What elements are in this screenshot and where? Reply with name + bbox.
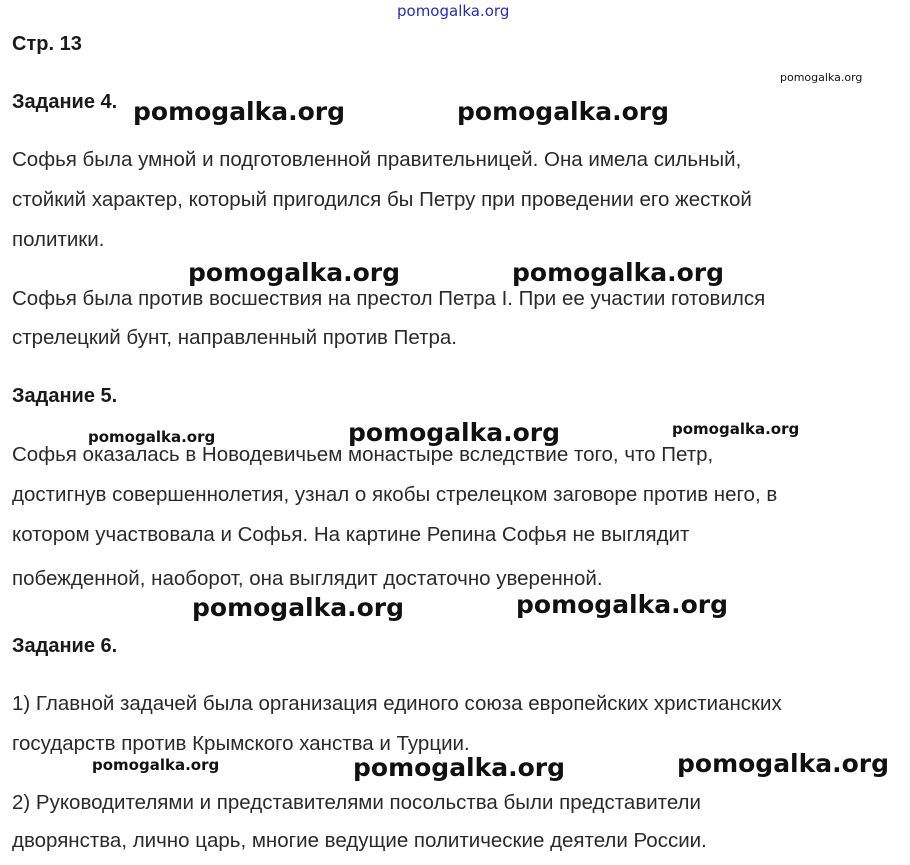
task-4-line: стрелецкий бунт, направленный против Петра. <box>12 326 457 349</box>
watermark-top: pomogalka.org <box>397 2 510 20</box>
task-5-line: котором участвовала и Софья. На картине Репина Софья не выглядит <box>12 523 690 546</box>
task-6-line: 1) Главной задачей была организация единого союза европейских христианских <box>12 692 782 715</box>
watermark: pomogalka.org <box>457 97 670 126</box>
task-6-line: 2) Руководителями и представителями посольства были представители <box>12 791 701 814</box>
task-4-heading: Задание 4. <box>12 91 118 113</box>
task-5-heading: Задание 5. <box>12 385 118 407</box>
watermark: pomogalka.org <box>348 418 561 447</box>
task-6-line: государств против Крымского ханства и Турции. <box>12 732 470 755</box>
watermark: pomogalka.org <box>92 756 220 774</box>
watermark: pomogalka.org <box>677 749 890 778</box>
task-4-line: политики. <box>12 228 105 251</box>
task-4-line: стойкий характер, который пригодился бы Петру при проведении его жесткой <box>12 188 752 211</box>
watermark: pomogalka.org <box>133 97 346 126</box>
watermark: pomogalka.org <box>672 420 800 438</box>
task-6-line: дворянства, лично царь, многие ведущие политические деятели России. <box>12 829 707 852</box>
watermark: pomogalka.org <box>353 753 566 782</box>
watermark: pomogalka.org <box>188 258 401 287</box>
watermark: pomogalka.org <box>512 258 725 287</box>
page-header: Стр. 13 <box>12 33 82 55</box>
task-5-line: побежденной, наоборот, она выглядит достаточно уверенной. <box>12 567 603 590</box>
watermark-small: pomogalka.org <box>780 71 863 84</box>
task-4-line: Софья была умной и подготовленной правительницей. Она имела сильный, <box>12 148 742 171</box>
task-5-line: достигнув совершеннолетия, узнал о якобы стрелецком заговоре против него, в <box>12 483 778 506</box>
watermark: pomogalka.org <box>88 428 216 446</box>
task-5-line: Софья оказалась в Новодевичьем монастыре вследствие того, что Петр, <box>12 443 714 466</box>
task-6-heading: Задание 6. <box>12 635 118 657</box>
task-4-line: Софья была против восшествия на престол Петра I. При ее участии готовился <box>12 287 766 310</box>
watermark: pomogalka.org <box>516 590 729 619</box>
watermark: pomogalka.org <box>192 593 405 622</box>
